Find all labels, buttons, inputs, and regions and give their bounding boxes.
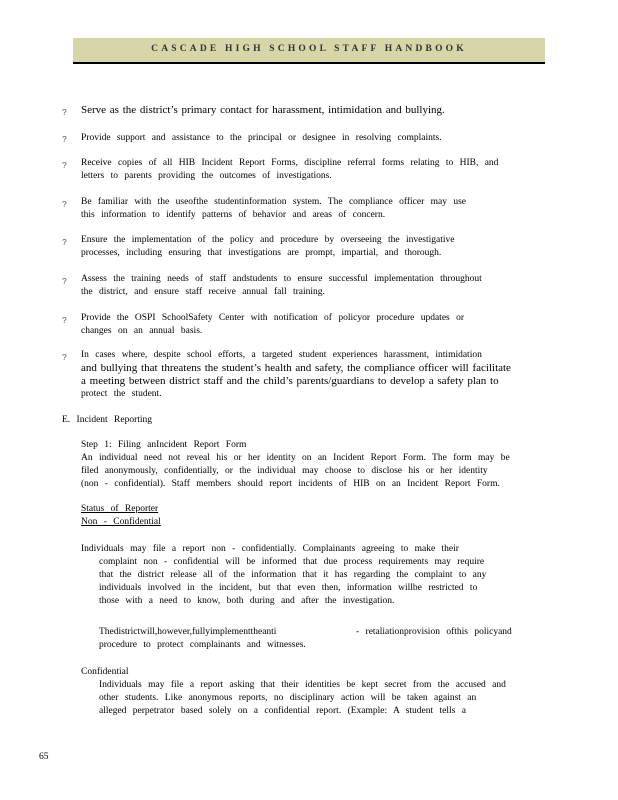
bullet-line: the district, and ensure staff receive annual fall training. <box>81 287 325 297</box>
bullet-item <box>81 349 541 401</box>
bullet-line: letters to parents providing the outcomes of investigations. <box>81 171 332 181</box>
paragraph-line: - retaliationprovision ofthis policyand <box>356 627 512 637</box>
paragraph-line: An individual need not reveal his or her identity on an Incident Report Form. The form may be <box>81 453 510 463</box>
bullet-line: a meeting between district staff and the child’s parents/guardians to develop a safety plan to <box>81 375 499 387</box>
page-number: 65 <box>39 752 49 762</box>
paragraph-line: alleged perpetrator based solely on a confidential report. (Example: A student tells a <box>99 706 466 716</box>
confidential-heading: Confidential <box>81 667 129 677</box>
paragraph-line: procedure to protect complainants and witnesses. <box>99 640 306 650</box>
bullet-marker: ? <box>62 134 67 144</box>
non-confidential-heading: Non - Confidential <box>81 517 161 527</box>
step-1-text <box>81 452 510 491</box>
bullet-marker: ? <box>62 160 67 170</box>
paragraph-line: (non - confidential). Staff members should report incidents of HIB on an Incident Report Form. <box>81 479 500 489</box>
bullet-line: Receive copies of all HIB Incident Report Forms, discipline referral forms relating to HIB, and <box>81 158 499 168</box>
bullet-item <box>81 312 541 338</box>
confidential-paragraph <box>99 679 506 718</box>
status-of-reporter-heading: Status of Reporter <box>81 504 159 514</box>
paragraph-line: Individuals may file a report non - confidentially. Complainants agreeing to make their <box>81 544 459 554</box>
bullet-line: Serve as the district’s primary contact for harassment, intimidation and bullying. <box>81 104 445 116</box>
bullet-line: this information to identify patterns of behavior and areas of concern. <box>81 210 386 220</box>
paragraph-line: those with a need to know, both during and after the investigation. <box>99 596 395 606</box>
bullet-marker: ? <box>62 315 67 325</box>
handbook-header-banner <box>73 38 545 64</box>
individuals-paragraph <box>99 556 486 608</box>
bullet-line: In cases where, despite school efforts, a targeted student experiences harassment, intimidation <box>81 350 482 360</box>
bullet-marker: ? <box>62 352 67 362</box>
bullet-item <box>81 273 541 299</box>
bullet-item <box>81 157 541 183</box>
bullet-line: protect the student. <box>81 389 162 399</box>
paragraph-line: filed anonymously, confidentially, or the individual may choose to disclose his or her identity <box>81 466 488 476</box>
bullet-item <box>81 132 541 145</box>
paragraph-line: that the district release all of the information that it has regarding the complaint to any <box>99 570 487 580</box>
bullet-marker: ? <box>62 199 67 209</box>
bullet-marker: ? <box>62 107 67 117</box>
bullet-line: Provide support and assistance to the principal or designee in resolving complaints. <box>81 133 442 143</box>
paragraph-line: complaint non - confidential will be informed that due process requirements may require <box>99 557 485 567</box>
bullet-item <box>81 104 541 117</box>
bullet-line: Provide the OSPI SchoolSafety Center with notification of policyor procedure updates or <box>81 313 465 323</box>
bullet-line: Ensure the implementation of the policy and procedure by overseeing the investigative <box>81 235 455 245</box>
bullet-line: processes, including ensuring that investigations are prompt, impartial, and thorough. <box>81 248 442 258</box>
handbook-title: CASCADE HIGH SCHOOL STAFF HANDBOOK <box>151 44 467 54</box>
paragraph-line: Individuals may file a report asking that their identities be kept secret from the accused and <box>99 680 506 690</box>
paragraph-line: other students. Like anonymous reports, no disciplinary action will be taken against an <box>99 693 477 703</box>
bullet-item <box>81 196 541 222</box>
step-1-title: Step 1: Filing anIncident Report Form <box>81 440 247 450</box>
bullet-marker: ? <box>62 276 67 286</box>
bullet-item <box>81 234 541 260</box>
bullet-line: and bullying that threatens the student’s health and safety, the compliance officer will facilitate <box>81 362 511 374</box>
paragraph-line: individuals involved in the incident, but that even then, information willbe restricted to <box>99 583 478 593</box>
bullet-marker: ? <box>62 237 67 247</box>
bullet-line: changes on an annual basis. <box>81 326 203 336</box>
bullet-line: Assess the training needs of staff andstudents to ensure successful implementation throughout <box>81 274 482 284</box>
bullet-line: Be familiar with the useofthe studentinformation system. The compliance officer may use <box>81 197 467 207</box>
paragraph-line: Thedistrictwill,however,fullyimplementtheanti <box>99 627 277 637</box>
section-heading: E. Incident Reporting <box>62 415 153 425</box>
